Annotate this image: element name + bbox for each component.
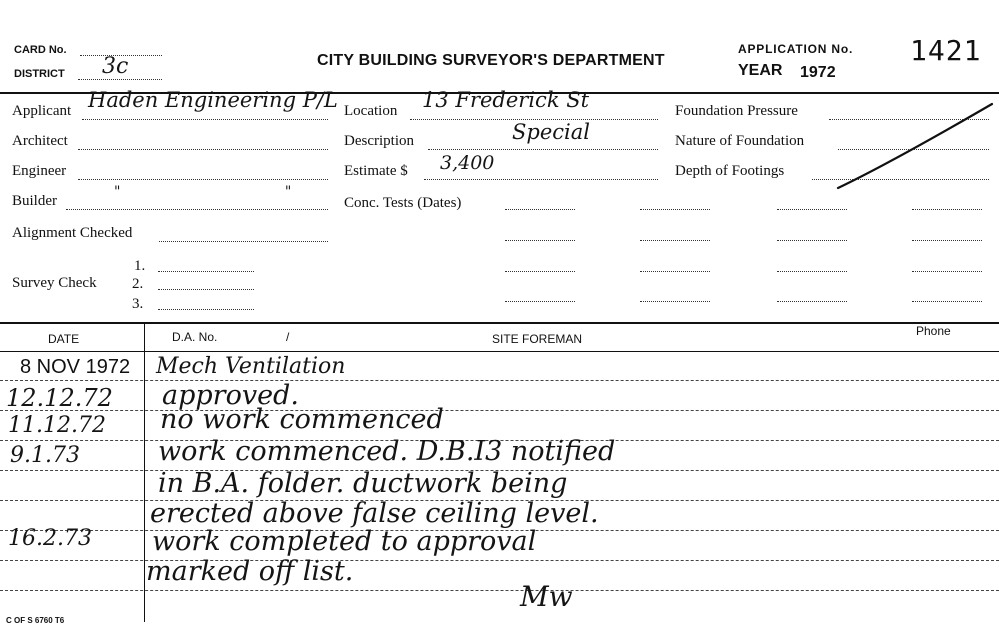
conc-line-r2c4 <box>912 240 982 241</box>
conc-line-r3c4 <box>912 271 982 272</box>
district-label: DISTRICT <box>14 68 65 80</box>
log-header-rule <box>0 351 999 352</box>
conc-line-r2c1 <box>505 240 575 241</box>
card-no-label: CARD No. <box>14 44 67 56</box>
builder-label: Builder <box>12 193 57 209</box>
department-title: CITY BUILDING SURVEYOR'S DEPARTMENT <box>317 52 665 69</box>
conc-line-r1c4 <box>912 209 982 210</box>
builder-value: " " <box>114 184 372 200</box>
log-date-1: 8 NOV 1972 <box>20 356 131 378</box>
phone-header: Phone <box>916 324 951 338</box>
location-value: 13 Frederick St <box>422 88 590 112</box>
conc-line-r3c3 <box>777 271 847 272</box>
log-top-rule <box>0 322 999 324</box>
form-code: C OF S 6760 T6 <box>6 616 65 625</box>
application-no-value: 1421 <box>910 34 982 67</box>
site-foreman-header: SITE FOREMAN <box>492 332 583 346</box>
da-no-header: D.A. No. <box>172 330 218 344</box>
conc-line-r2c2 <box>640 240 710 241</box>
conc-line-r4c2 <box>640 301 710 302</box>
log-text-6: erected above false ceiling level. <box>150 498 599 529</box>
location-label: Location <box>344 103 398 119</box>
engineer-label: Engineer <box>12 163 67 179</box>
year-value: 1972 <box>800 64 836 81</box>
description-label: Description <box>344 133 414 149</box>
application-no-label: APPLICATION No. <box>738 42 854 56</box>
conc-line-r4c4 <box>912 301 982 302</box>
conc-line-r3c2 <box>640 271 710 272</box>
survey-num-3: 3. <box>132 296 144 312</box>
date-header: DATE <box>48 332 80 346</box>
conc-line-r1c2 <box>640 209 710 210</box>
log-initials: Mw <box>520 580 573 613</box>
description-value: Special <box>512 120 590 144</box>
conc-line-r4c3 <box>777 301 847 302</box>
survey-check-label: Survey Check <box>12 275 97 291</box>
log-text-7: work completed to approval <box>152 526 537 557</box>
conc-line-r4c1 <box>505 301 575 302</box>
log-text-5: in B.A. folder. ductwork being <box>158 468 568 499</box>
applicant-label: Applicant <box>12 103 72 119</box>
log-text-8: marked off list. <box>146 556 354 587</box>
log-row-line-1 <box>0 380 999 381</box>
log-date-7: 16.2.73 <box>8 526 92 551</box>
estimate-label: Estimate $ <box>344 163 408 179</box>
architect-line <box>78 149 328 150</box>
conc-line-r1c1 <box>505 209 575 210</box>
foundation-pressure-label: Foundation Pressure <box>675 103 798 119</box>
log-date-2: 12.12.72 <box>6 384 113 412</box>
conc-line-r1c3 <box>777 209 847 210</box>
architect-label: Architect <box>12 133 68 149</box>
log-date-3: 11.12.72 <box>8 413 106 438</box>
alignment-line <box>159 241 328 242</box>
builder-line <box>66 209 328 210</box>
district-value: 3c <box>102 54 129 79</box>
survey-num-1: 1. <box>134 258 146 274</box>
log-text-4: work commenced. D.B.I3 notified <box>158 436 616 467</box>
survey-num-2: 2. <box>132 276 144 292</box>
log-row-line-8 <box>0 590 999 591</box>
log-text-3: no work commenced <box>160 404 444 435</box>
cancel-stroke-mark <box>820 100 999 195</box>
conc-tests-label: Conc. Tests (Dates) <box>344 195 462 211</box>
estimate-value: 3,400 <box>440 152 495 174</box>
conc-line-r3c1 <box>505 271 575 272</box>
depth-footings-label: Depth of Footings <box>675 163 785 179</box>
da-no-slash: / <box>286 330 290 344</box>
survey-line-1 <box>158 271 254 272</box>
date-column-divider <box>144 322 145 622</box>
conc-line-r2c3 <box>777 240 847 241</box>
log-text-1: Mech Ventilation <box>156 354 346 379</box>
year-label: YEAR <box>738 62 783 79</box>
applicant-value: Haden Engineering P/L <box>88 88 338 112</box>
district-line <box>78 79 162 80</box>
survey-line-2 <box>158 289 254 290</box>
log-text-2: approved. <box>162 380 299 411</box>
applicant-line <box>82 119 328 120</box>
nature-foundation-label: Nature of Foundation <box>675 133 805 149</box>
estimate-line <box>424 179 658 180</box>
log-date-4: 9.1.73 <box>10 443 80 468</box>
description-line <box>428 149 658 150</box>
log-row-line-2 <box>0 410 999 411</box>
survey-line-3 <box>158 309 254 310</box>
alignment-label: Alignment Checked <box>12 225 133 241</box>
engineer-line <box>78 179 328 180</box>
